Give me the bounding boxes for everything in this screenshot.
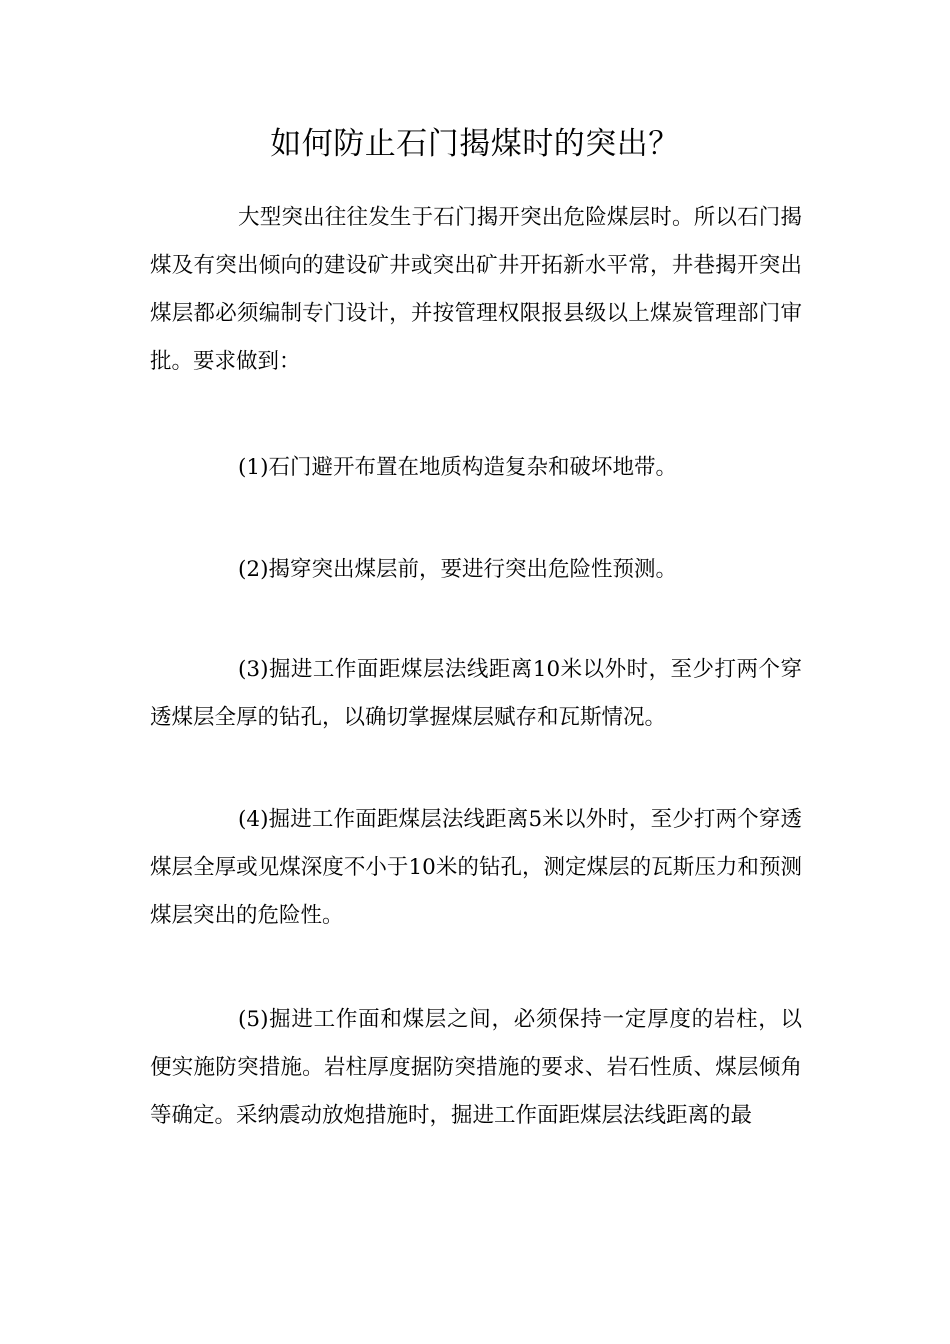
paragraph-item-4: (4)掘进工作面距煤层法线距离5米以外时，至少打两个穿透煤层全厚或见煤深度不小于10米的钻孔，测定煤层的瓦斯压力和预测煤层突出的危险性。 xyxy=(150,807,802,928)
paragraph-intro: 大型突出往往发生于石门揭开突出危险煤层时。所以石门揭煤及有突出倾向的建设矿井或突出矿井开拓新水平常，井巷揭开突出煤层都必须编制专门设计，并按管理权限报县级以上煤炭管理部门审批。要求做到： xyxy=(150,205,802,374)
document-title: 如何防止石门揭煤时的突出？ xyxy=(270,126,680,162)
paragraph-item-5: (5)掘进工作面和煤层之间，必须保持一定厚度的岩柱，以便实施防突措施。岩柱厚度据防突措施的要求、岩石性质、煤层倾角等确定。采纳震动放炮措施时，掘进工作面距煤层法线距离的最 xyxy=(150,1007,802,1128)
paragraph-item-2: (2)揭穿突出煤层前，要进行突出危险性预测。 xyxy=(238,557,677,582)
paragraph-item-3: (3)掘进工作面距煤层法线距离10米以外时，至少打两个穿透煤层全厚的钻孔，以确切掌握煤层赋存和瓦斯情况。 xyxy=(150,657,802,730)
paragraph-item-1: (1)石门避开布置在地质构造复杂和破坏地带。 xyxy=(238,455,677,480)
